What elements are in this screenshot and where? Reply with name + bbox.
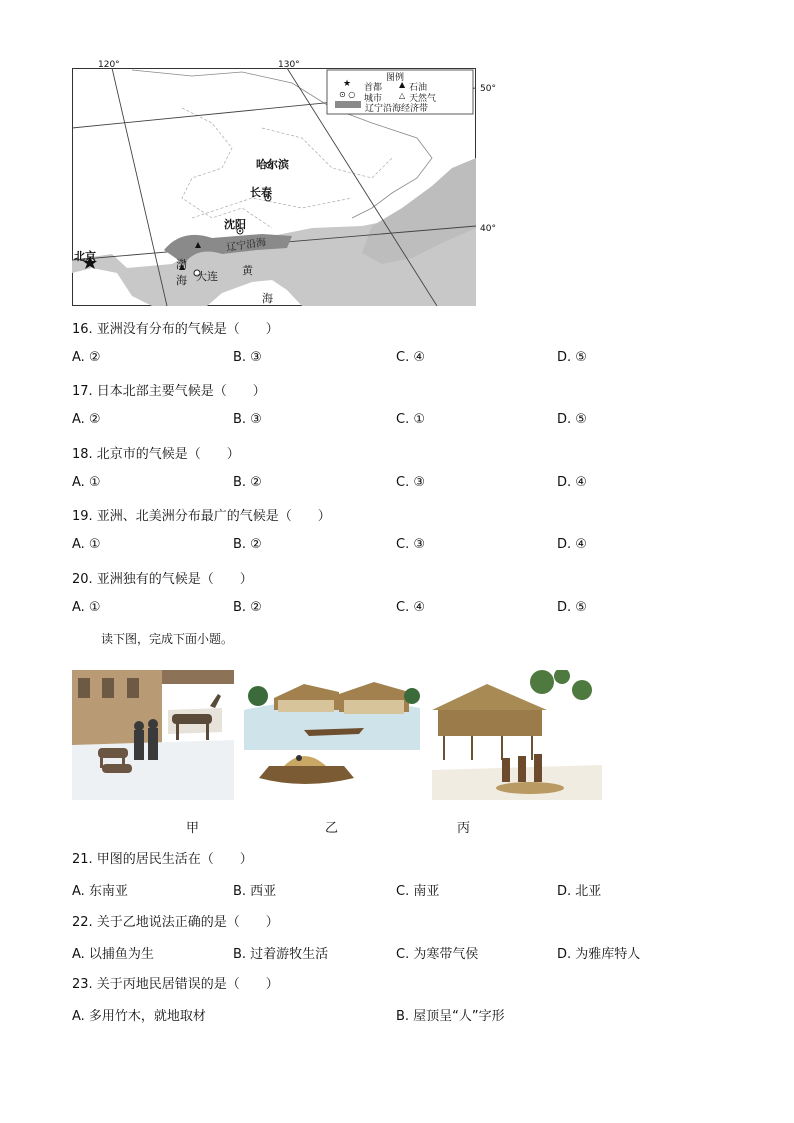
lat-40-label: 40° xyxy=(480,224,496,234)
lon-120-label: 120° xyxy=(98,60,120,70)
question-17: 17. 日本北部主要气候是（ ） xyxy=(72,384,266,399)
q20-option-b: B. ② xyxy=(233,600,262,615)
picture-jia-reindeer-sled xyxy=(72,670,234,800)
picture-yi-water-village xyxy=(244,670,420,800)
legend-capital: 首都 xyxy=(364,83,383,93)
q20-option-c: C. ④ xyxy=(396,600,425,615)
bohai-label-1: 渤 xyxy=(176,258,187,271)
lon-130-label: 130° xyxy=(278,60,300,70)
q21-option-d: D. 北亚 xyxy=(557,884,602,899)
q17-option-b: B. ③ xyxy=(233,412,262,427)
picture-bing-stilt-house xyxy=(432,670,602,800)
q19-option-b: B. ② xyxy=(233,537,262,552)
q17-option-a: A. ② xyxy=(72,412,101,427)
q21-option-b: B. 西亚 xyxy=(233,884,277,899)
lat-50-label: 50° xyxy=(480,84,496,94)
reading-intro: 读下图，完成下面小题。 xyxy=(101,632,234,646)
q16-option-d: D. ⑤ xyxy=(557,350,587,365)
q18-option-d: D. ④ xyxy=(557,475,587,490)
q22-option-d: D. 为雅库特人 xyxy=(557,947,641,962)
question-19: 19. 亚洲、北美洲分布最广的气候是（ ） xyxy=(72,509,331,524)
yellow-sea-label-1: 黄 xyxy=(242,264,253,277)
caption-jia: 甲 xyxy=(186,821,200,836)
city-dalian-label: 大连 xyxy=(196,270,218,283)
question-20: 20. 亚洲独有的气候是（ ） xyxy=(72,572,253,587)
q17-option-d: D. ⑤ xyxy=(557,412,587,427)
q19-option-a: A. ① xyxy=(72,537,101,552)
q23-option-a: A. 多用竹木，就地取材 xyxy=(72,1009,206,1024)
q20-option-d: D. ⑤ xyxy=(557,600,587,615)
city-harbin-label: 哈尔滨 xyxy=(256,158,289,171)
q16-option-a: A. ② xyxy=(72,350,101,365)
legend-city-icon: ⊙ ○ xyxy=(339,90,356,99)
legend-title: 图例 xyxy=(386,73,405,83)
zone-label: 辽宁沿海 xyxy=(225,237,267,254)
caption-yi: 乙 xyxy=(325,821,339,836)
q18-option-c: C. ③ xyxy=(396,475,425,490)
q19-option-d: D. ④ xyxy=(557,537,587,552)
q16-option-b: B. ③ xyxy=(233,350,262,365)
q22-option-c: C. 为寒带气侯 xyxy=(396,947,479,962)
q17-option-c: C. ① xyxy=(396,412,425,427)
city-shenyang-label: 沈阳 xyxy=(224,218,246,231)
q21-option-c: C. 南亚 xyxy=(396,884,440,899)
yellow-sea-label-2: 海 xyxy=(262,292,273,305)
q20-option-a: A. ① xyxy=(72,600,101,615)
legend-zone: 辽宁沿海经济带 xyxy=(365,104,429,114)
question-22: 22. 关于乙地说法正确的是（ ） xyxy=(72,915,279,930)
city-beijing-label: 北京 xyxy=(74,250,96,263)
q18-option-a: A. ① xyxy=(72,475,101,490)
legend-oil: 石油 xyxy=(409,83,428,93)
q23-option-b: B. 屋顶呈“人”字形 xyxy=(396,1009,505,1024)
q16-option-c: C. ④ xyxy=(396,350,425,365)
caption-bing: 丙 xyxy=(457,821,471,836)
q22-option-a: A. 以捕鱼为生 xyxy=(72,947,154,962)
question-18: 18. 北京市的气候是（ ） xyxy=(72,447,240,462)
legend-capital-icon: ★ xyxy=(343,79,352,89)
legend-gas: 天然气 xyxy=(409,94,437,104)
legend-city: 城市 xyxy=(364,94,383,104)
city-changchun-label: 长春 xyxy=(250,186,272,199)
question-23: 23. 关于丙地民居错误的是（ ） xyxy=(72,977,279,992)
question-21: 21. 甲图的居民生活在（ ） xyxy=(72,852,253,867)
q21-option-a: A. 东南亚 xyxy=(72,884,128,899)
bohai-label-2: 海 xyxy=(176,274,187,287)
legend-oil-icon: ▲ xyxy=(399,80,406,89)
legend-gas-icon: △ xyxy=(399,91,406,100)
q22-option-b: B. 过着游牧生活 xyxy=(233,947,329,962)
question-16: 16. 亚洲没有分布的气候是（ ） xyxy=(72,322,279,337)
q19-option-c: C. ③ xyxy=(396,537,425,552)
q18-option-b: B. ② xyxy=(233,475,262,490)
